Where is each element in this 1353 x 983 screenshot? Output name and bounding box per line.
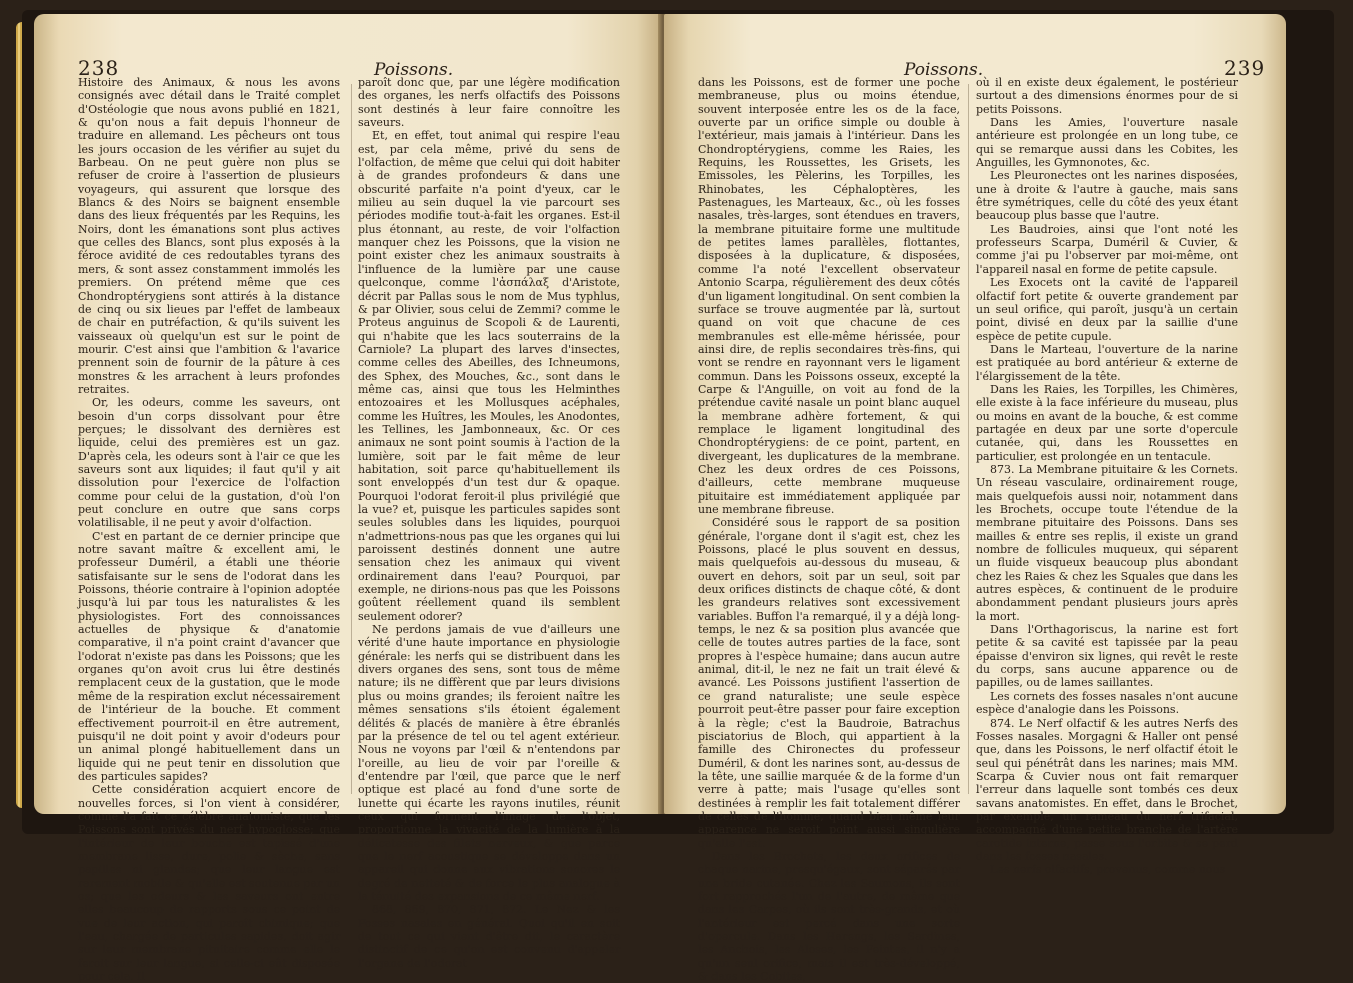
column-divider: [351, 84, 352, 794]
right-page: [664, 14, 1286, 983]
paragraph: Les nerfs olfactifs, provenus, comme nous: [990, 863, 1226, 877]
paragraph: Dans les Amies, l'ouverture nasale antérieure est prolongée en un long tube, ce qui se remarque aussi dans les Cobites, les Anguilles, les Gymnonotes, &c.: [976, 116, 1238, 170]
paragraph: Dans le Marteau, l'ouverture de la narine est pratiquée au bord antérieur & externe de l'élargissement de la tête.: [976, 342, 1238, 383]
paragraph: 874. Le Nerf olfactif & les autres Nerfs des Fosses nasales. Morgagni & Haller ont pensé que, dans les Poissons, le nerf olfactif étoit le seul qui pénétrât dans les narines; mais MM. Scarpa & Cuvier nous ont fait remarquer l'erreur dans laquelle sont tombés ces deux savans anatomistes. En effet, dans le Brochet, par exemple, un rameau du nerf trifacial, accompagné d'une petite branche de l'artère carotide interne, passe sous l'orbite & se perd dans les fosses nasales.: [976, 716, 1238, 863]
running-head: Poissons.: [904, 60, 984, 80]
page-number: 238: [78, 56, 120, 80]
paragraph: C'est en partant de ce dernier principe que notre savant maître & excellent ami, le professeur Duméril, a établi une théorie satisfaisante sur le sens de l'odorat dans les Poissons, théorie contraire à l'opinion adoptée jusqu'à lui par tous les naturalistes & les physiologistes. Fort des connoissances actuelles de physique & d'anatomie comparative, il n'a point craint d'avancer que l'odorat n'existe pas dans les Poissons; que les organes qu'on avoit crus lui être destinés remplacent ceux de la gustation, que le mode même de la respiration exclut nécessairement de l'intérieur de la bouche. Et comment effectivement pourroit-il en être autrement, puisqu'il ne doit point y avoir d'odeurs pour un animal plongé habituellement dans un liquide qui ne peut tenir en dissolution que des particules sapides?: [78, 529, 340, 783]
paragraph: Et, en effet, tout animal qui respire l'eau est, par cela même, privé du sens de l'olfaction, de même que celui qui doit habiter à de grandes profondeurs & dans une obscurité parfaite n'a point d'yeux, car le milieu au sein duquel la vie parcourt ses périodes modifie tout-à-fait les organes. Est-il plus étonnant, au reste, de voir l'olfaction manquer chez les Poissons, que la vision ne point exister chez les animaux soustraits à l'influence de la lumière par une cause quelconque, comme l'ἀσπάλαξ d'Aristote, décrit par Pallas sous le nom de Mus typhlus, & par Olivier, sous celui de Zemmi? comme le Proteus anguinus de Scopoli & de Laurenti, qui n'habite que les lacs souterrains de la Carniole? La plupart des larves d'insectes, comme celles des Abeilles, des Ichneumons, des Sphex, des Mouches, &c., sont dans le même cas, ainsi que tous les Helminthes entozoaires et les Mollusques acéphales, comme les Huîtres, les Moules, les Anodontes, les Tellines, les Jambonneaux, &c. Or ces animaux ne sont point soumis à l'action de la lumière, soit par le fait même de leur habitation, soit parce qu'habituellement ils sont enveloppés d'un test dur & opaque. Pourquoi l'odorat feroit-il plus privilégié que la vue? et, puisque les particules sapides sont seules solubles dans les liquides, pourquoi n'admettrions-nous pas que les organes qui lui paroissent destinés donnent une autre sensation chez les animaux qui vivent ordinairement dans l'eau? Pourquoi, par exemple, ne dirions-nous pas que les Poissons goûtent réellement quand ils semblent seulement odorer?: [358, 129, 620, 623]
paragraph: Dans les Raies, les Torpilles, les Chimères, elle existe à la face inférieure du museau, plus ou moins en avant de la bouche, & est comme partagée en deux par une sorte d'opercule cutanée, qui, dans les Roussettes en particulier, est prolongée en un tentacule.: [976, 382, 1238, 463]
paragraph: Les cornets des fosses nasales n'ont aucune espèce d'analogie dans les Poissons.: [976, 689, 1238, 717]
paragraph: Cette considération acquiert encore de nouvelles forces, si l'on vient à considérer, comme l'a fait ce célèbre anatomiste, que les Poissons sont privés du nerf hypoglosse; que l'intérieur de leur bouche est tapissé d'une membrane lisse, dure, polie & sèche, sans papilles ni glandes; que leur langue est rarement mobile & qu'elle est soutenue par un os; que les odeurs & les saveurs ont entre elles beaucoup de rapports sous ce point de vue de leur action, qui paroît chimique; que l'eau, chargée de particules sapides, doit agir sur leur membrane pituitaire comme elle le feroit sur leur langue, si celle-ci eût disposée pour cela. Il: [78, 783, 340, 983]
paragraph: Dans l'Orthagoriscus, la narine est fort petite & sa cavité est tapissée par la peau épaisse d'environ six lignes, qui revêt le reste du corps, sans aucune apparence ou de papilles, ou de lames saillantes.: [976, 623, 1238, 690]
paragraph: Histoire des Animaux, & nous les avons consignés avec détail dans le Traité complet d'Ostéologie que nous avons publié en 1821, & qu'on nous a fait depuis l'honneur de traduire en allemand. Les pêcheurs ont tous les jours occasion de les vérifier au sujet du Barbeau. On ne peut guère non plus se refuser de croire à l'assertion de plusieurs voyageurs, qui assurent que lorsque des Blancs & des Noirs se baignent ensemble dans des lieux fréquentés par les Requins, les Noirs, dont les émanations sont plus actives que celles des Blancs, sont plus exposés à la féroce avidité de ces redoutables tyrans des mers, & sont assez constamment immolés les premiers. On prétend même que ces Chondroptérygiens sont attirés à la distance de cinq ou six lieues par l'effet de lambeaux de chair en putréfaction, & qu'ils suivent les vaisseaux où quelqu'un est sur le point de mourir. C'est ainsi que l'ambition & l'avarice prennent soin de fournir de la pâture à ces monstres & les arrachent à leurs profondes retraites.: [78, 76, 340, 396]
paragraph: Les Baudroies, ainsi que l'ont noté les professeurs Scarpa, Duméril & Cuvier, & comme j'ai pu l'observer par moi-même, ont l'appareil nasal en forme de petite capsule.: [976, 222, 1238, 276]
text-column-1: [78, 76, 340, 983]
paragraph: Les Pleuronectes ont les narines disposées, une à droite & l'autre à gauche, mais sans être symétriques, celle du côté des yeux étant beaucoup plus basse que l'autre.: [976, 169, 1238, 223]
text-column-1: [698, 76, 960, 983]
paragraph: Ne perdons jamais de vue d'ailleurs une vérité d'une haute importance en physiologie générale: les nerfs qui se distribuent dans les divers organes des sens, sont tous de même nature; ils ne diffèrent que par leurs divisions plus ou moins grandes; ils feroient naître les mêmes sensations s'ils étoient également délités & placés de manière à être ébranlés par la présence de tel ou tel agent extérieur. Nous ne voyons par l'œil & n'entendons par l'oreille, au lieu de voir par l'oreille & d'entendre par l'œil, que parce que le nerf optique est placé au fond d'une sorte de lunette qui écarte les rayons inutiles, réunit ceux qui forment l'image de l'objet, proportionne la vivacité de la lumière à la délicatesse des filets nerveux, & que parce que le nerf acoustique se développe dans un appareil qui donne aux vibrations sonores le degré de netteté & de force le plus analogue à la ténuité des expansions de ce même nerf.: [358, 623, 620, 903]
column-divider: [968, 84, 969, 794]
text-column-2: [976, 76, 1238, 877]
page-number: 239: [1224, 56, 1266, 80]
paragraph: où il en existe deux également, le postérieur surtout a des dimensions énormes pour de si petits Poissons.: [976, 76, 1238, 116]
running-head: Poissons.: [374, 60, 454, 80]
paragraph: 868, 869, 870, 871, 872. Le Nez & les Fosses nasales en général. Quoi qu'il en soit de tout ce qui vient d'être dit, le caractère distinctif de ce qu'on est convenu d'appeler l'organe de l'odorat: [358, 903, 620, 970]
text-column-2: [358, 76, 620, 970]
paragraph: paroît donc que, par une légère modification des organes, les nerfs olfactifs des Poissons sont destinés à leur faire connoître les saveurs.: [358, 76, 620, 130]
paragraph: 873. La Membrane pituitaire & les Cornets. Un réseau vasculaire, ordinairement rouge, mais quelquefois aussi noir, notamment dans les Brochets, occupe toute l'étendue de la membrane pituitaire des Poissons. Dans ses mailles & entre ses replis, il existe un grand nombre de follicules muqueux, qui séparent un fluide visqueux beaucoup plus abondant chez les Raies & chez les Squales que dans les autres espèces, & continuent de le produire abondamment pendant plusieurs jours après la mort.: [976, 462, 1238, 623]
paragraph: Dans les Brochets, les deux orifices de chaque narine, presqu'égaux, sont séparés par une bride cutanée. Chez les Saumons, ils sont fort rapprochés l'un de l'autre, de même que dans les Carpes, où ils sont très-grands, et où l'antérieur est percé dans une sorte d'opercule. Dans les Harengs, les Sardines, les Anchois, les Aloses, les Feintes, il n'y a qu'un seul orifice, mais il est très-développé, & dans les Cobites,: [698, 849, 960, 983]
paragraph: Or, les odeurs, comme les saveurs, ont besoin d'un corps dissolvant pour être perçues; le dissolvant des dernières est liquide, celui des premières est un gaz. D'après cela, les odeurs sont à l'air ce que les saveurs sont aux liquides; il faut qu'il y ait dissolution pour l'exercice de l'olfaction comme pour celui de la gustation, d'où l'on peut conclure en outre que sans corps volatilisable, il ne peut y avoir d'olfaction.: [78, 396, 340, 530]
paragraph: Les Exocets ont la cavité de l'appareil olfactif fort petite & ouverte grandement par un seul orifice, qui paroît, jusqu'à un certain point, divisé en deux par la saillie d'une espèce de petite cupule.: [976, 276, 1238, 343]
left-page: [34, 14, 662, 983]
paragraph: dans les Poissons, est de former une poche membraneuse, plus ou moins étendue, souvent interposée entre les os de la face, ouverte par un orifice simple ou double à l'extérieur, mais jamais à l'intérieur. Dans les Chondroptérygiens, comme les Raies, les Requins, les Roussettes, les Grisets, les Emissoles, les Pèlerins, les Torpilles, les Rhinobates, les Céphaloptères, les Pastenagues, les Marteaux, &c., où les fosses nasales, très-larges, sont étendues en travers, la membrane pituitaire forme une multitude de petites lames parallèles, flottantes, disposées à la duplicature, & disposées, comme l'a noté l'excellent observateur Antonio Scarpa, régulièrement des deux côtés d'un ligament longitudinal. On sent combien la surface se trouve augmentée par là, surtout quand on voit que chacune de ces membranules est elle-même hérissée, pour ainsi dire, de replis secondaires très-fins, qui vont se rendre en rayonnant vers le ligament commun. Dans les Poissons osseux, excepté la Carpe & l'Anguille, on voit au fond de la prétendue cavité nasale un point blanc auquel la membrane adhère fortement, & qui remplace le ligament longitudinal des Chondroptérygiens: de ce point, partent, en divergeant, les duplicatures de la membrane. Chez les deux ordres de ces Poissons, d'ailleurs, cette membrane muqueuse pituitaire est immédiatement appliquée par une membrane fibreuse.: [698, 76, 961, 516]
paragraph: Considéré sous le rapport de sa position générale, l'organe dont il s'agit est, chez les Poissons, placé le plus souvent en dessus, mais quelquefois au-dessous du museau, & ouvert en dehors, soit par un seul, soit par deux orifices distincts de chaque côté, & dont les grandeurs relatives sont excessivement variables. Buffon l'a remarqué, il y a déjà long-temps, le nez & sa position plus avancée que celle de toutes autres parties de la face, sont propres à l'espèce humaine; dans aucun autre animal, dit-il, le nez ne fait un trait élevé & avancé. Les Poissons justifient l'assertion de ce grand naturaliste; une seule espèce pourroit peut-être passer pour faire exception à la règle; c'est la Baudroie, Batrachus pisciatorius de Bloch, qui appartient à la famille des Chironectes du professeur Duméril, & dont les narines sont, au-dessus de la tête, une saillie marquée & de la forme d'un verre à patte; mais l'usage qu'elles sont destinées à remplir les fait totalement différer de celles de l'homme, quand bien même leur apparence ne seroit point aussi singulière qu'elle l'est.: [698, 516, 960, 850]
